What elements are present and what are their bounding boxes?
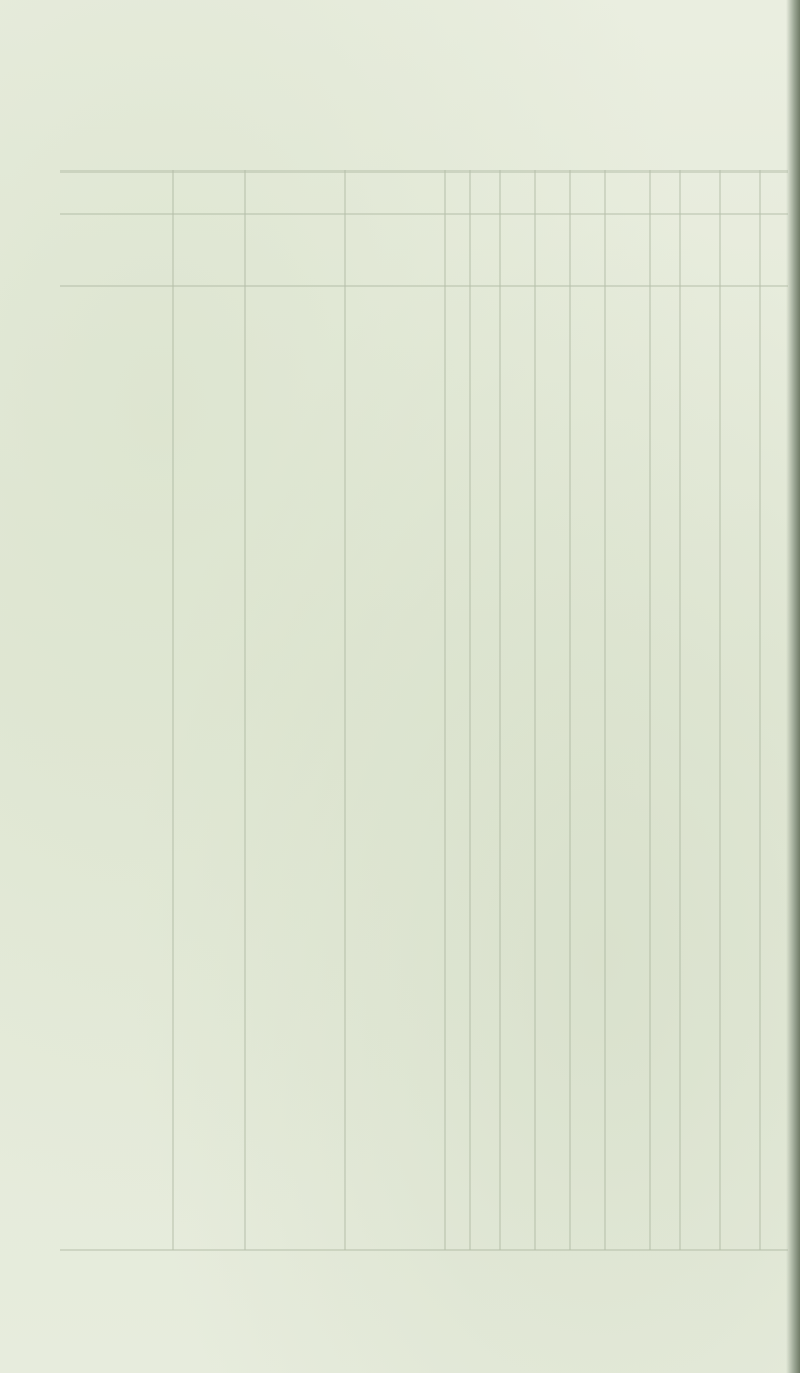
table-rules xyxy=(60,170,788,1258)
page-edge-shadow xyxy=(786,0,800,1373)
